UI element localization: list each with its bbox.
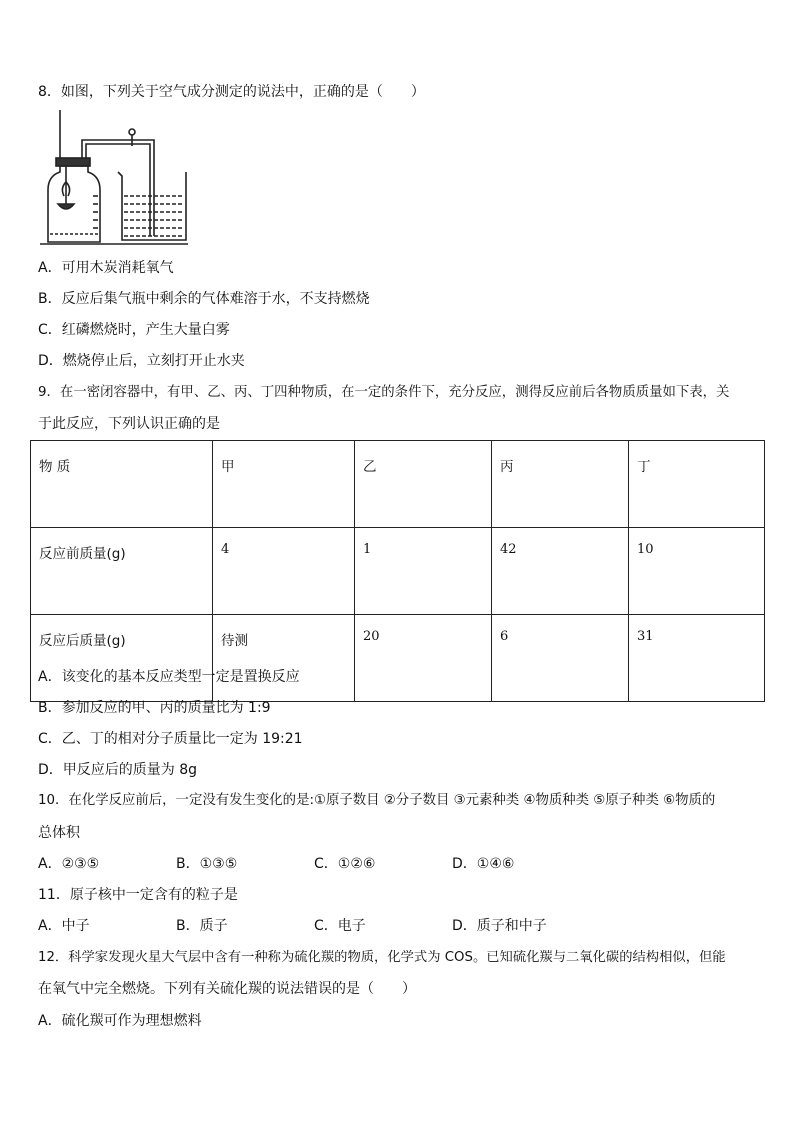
table-cell: 乙 bbox=[355, 441, 492, 528]
table-cell: 反应后质量(g) bbox=[31, 615, 213, 702]
rubber-stopper bbox=[56, 158, 90, 166]
table-cell: 物 质 bbox=[31, 441, 213, 528]
table-cell: 丁 bbox=[629, 441, 765, 528]
q10-option-a: A．②③⑤ bbox=[38, 856, 100, 872]
table-cell: 待测 bbox=[213, 615, 355, 702]
q11-stem: 11．原子核中一定含有的粒子是 bbox=[38, 887, 238, 903]
q12-option-a: A．硫化羰可作为理想燃料 bbox=[38, 1013, 202, 1029]
beaker bbox=[118, 172, 186, 240]
q10-option-d: D．①④⑥ bbox=[452, 856, 515, 872]
table-cell: 1 bbox=[355, 528, 492, 615]
table-cell: 甲 bbox=[213, 441, 355, 528]
table-cell: 6 bbox=[492, 615, 629, 702]
q10-stem-line2: 总体积 bbox=[38, 825, 80, 841]
q11-option-b: B．质子 bbox=[176, 918, 228, 934]
table-cell: 反应前质量(g) bbox=[31, 528, 213, 615]
table-cell: 42 bbox=[492, 528, 629, 615]
table-header-row bbox=[31, 441, 765, 528]
combustion-spoon bbox=[58, 204, 74, 209]
q8-stem: 8．如图，下列关于空气成分测定的说法中，正确的是（ ） bbox=[38, 84, 425, 100]
q9-option-b: B．参加反应的甲、丙的质量比为 1:9 bbox=[38, 700, 271, 716]
q9-option-d: D．甲反应后的质量为 8g bbox=[38, 762, 198, 778]
table-cell: 31 bbox=[629, 615, 765, 702]
q10-stem-line1: 10．在化学反应前后，一定没有发生变化的是:①原子数目 ②分子数目 ③元素种类 ④物质种类 ⑤原子种类 ⑥物质的 bbox=[38, 793, 716, 808]
q11-option-d: D．质子和中子 bbox=[452, 918, 547, 934]
table-row bbox=[31, 528, 765, 615]
q8-option-b: B．反应后集气瓶中剩余的气体难溶于水，不支持燃烧 bbox=[38, 291, 370, 307]
q9-option-a: A．该变化的基本反应类型一定是置换反应 bbox=[38, 669, 300, 685]
delivery-tube bbox=[82, 140, 154, 236]
q11-option-c: C．电子 bbox=[314, 918, 366, 934]
q11-option-a: A．中子 bbox=[38, 918, 90, 934]
air-composition-apparatus-diagram bbox=[36, 110, 196, 250]
q9-stem-line1: 9．在一密闭容器中，有甲、乙、丙、丁四种物质，在一定的条件下，充分反应，测得反应前后各物质质量如下表，关 bbox=[38, 385, 730, 400]
table-cell: 10 bbox=[629, 528, 765, 615]
table-row bbox=[31, 615, 765, 702]
q8-option-d: D．燃烧停止后，立刻打开止水夹 bbox=[38, 353, 245, 369]
q12-stem-line2: 在氧气中完全燃烧。下列有关硫化羰的说法错误的是（ ） bbox=[38, 981, 416, 997]
q8-option-c: C．红磷燃烧时，产生大量白雾 bbox=[38, 322, 230, 338]
q10-option-b: B．①③⑤ bbox=[176, 856, 238, 872]
mass-data-table bbox=[30, 440, 765, 702]
table-cell: 20 bbox=[355, 615, 492, 702]
q8-option-a: A．可用木炭消耗氧气 bbox=[38, 260, 174, 276]
table-cell: 丙 bbox=[492, 441, 629, 528]
q9-stem-line2: 于此反应，下列认识正确的是 bbox=[38, 416, 220, 432]
q12-stem-line1: 12．科学家发现火星大气层中含有一种称为硫化羰的物质，化学式为 COS。已知硫化羰与二氧化碳的结构相似，但能 bbox=[38, 950, 726, 965]
table-cell: 4 bbox=[213, 528, 355, 615]
q9-option-c: C．乙、丁的相对分子质量比一定为 19:21 bbox=[38, 731, 303, 747]
q10-option-c: C．①②⑥ bbox=[314, 856, 376, 872]
